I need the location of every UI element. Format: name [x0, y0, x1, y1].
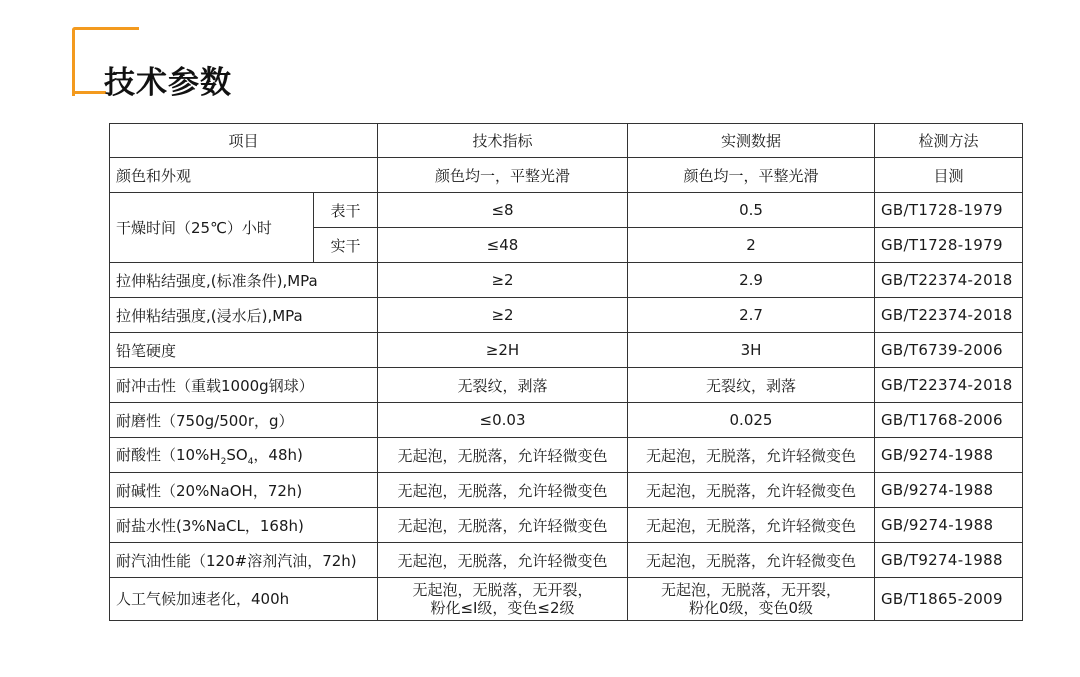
- table-row: [110, 193, 1023, 228]
- cell-item: 耐盐水性(3%NaCL，168h): [110, 508, 378, 543]
- acid-label-part: SO: [226, 445, 248, 464]
- cell-measured: 2.9: [628, 263, 875, 298]
- cell-method: GB/T6739-2006: [875, 333, 1023, 368]
- cell-method: GB/T1728-1979: [875, 193, 1023, 228]
- header-measured: 实测数据: [628, 124, 875, 158]
- cell-index-line: 无起泡，无脱落，无开裂，: [412, 581, 593, 599]
- cell-item: 耐汽油性能（120#溶剂汽油，72h): [110, 543, 378, 578]
- cell-method: GB/T9274-1988: [875, 543, 1023, 578]
- table-row: [110, 508, 1023, 543]
- cell-index: ≤48: [378, 228, 628, 263]
- cell-measured: 无起泡，无脱落，允许轻微变色: [628, 473, 875, 508]
- cell-item: 耐磨性（750g/500r，g）: [110, 403, 378, 438]
- cell-index: 无起泡，无脱落，允许轻微变色: [378, 508, 628, 543]
- table-row: [110, 438, 1023, 473]
- title-block: [72, 27, 272, 101]
- page-title: 技术参数: [104, 65, 232, 101]
- table-row: [110, 158, 1023, 193]
- table-row: [110, 403, 1023, 438]
- cell-index-multiline: [378, 578, 628, 621]
- cell-measured-line: 无起泡，无脱落，无开裂，: [660, 581, 841, 599]
- header-index: 技术指标: [378, 124, 628, 158]
- cell-measured-line: 粉化0级，变色0级: [688, 599, 814, 617]
- cell-method: GB/T22374-2018: [875, 298, 1023, 333]
- cell-method: GB/T22374-2018: [875, 263, 1023, 298]
- cell-method: GB/T1865-2009: [875, 578, 1023, 621]
- cell-index: ≤8: [378, 193, 628, 228]
- header-item: 项目: [110, 124, 378, 158]
- cell-index: ≥2: [378, 298, 628, 333]
- cell-measured: 0.025: [628, 403, 875, 438]
- cell-method: GB/9274-1988: [875, 473, 1023, 508]
- cell-measured: 2: [628, 228, 875, 263]
- cell-method: 目测: [875, 158, 1023, 193]
- cell-measured: 无起泡，无脱落，允许轻微变色: [628, 438, 875, 473]
- cell-measured: 0.5: [628, 193, 875, 228]
- title-bracket-foot: [72, 91, 106, 94]
- cell-item: 铅笔硬度: [110, 333, 378, 368]
- cell-index: 无起泡，无脱落，允许轻微变色: [378, 473, 628, 508]
- cell-method: GB/9274-1988: [875, 438, 1023, 473]
- header-method: 检测方法: [875, 124, 1023, 158]
- cell-item: 人工气候加速老化，400h: [110, 578, 378, 621]
- cell-method: GB/T1728-1979: [875, 228, 1023, 263]
- cell-method: GB/T1768-2006: [875, 403, 1023, 438]
- cell-measured: 无起泡，无脱落，允许轻微变色: [628, 543, 875, 578]
- cell-measured: 2.7: [628, 298, 875, 333]
- cell-item: 拉伸粘结强度,(浸水后),MPa: [110, 298, 378, 333]
- cell-index: 无裂纹，剥落: [378, 368, 628, 403]
- acid-sub-2: 2: [220, 456, 227, 467]
- cell-subitem: 实干: [314, 228, 378, 263]
- table-row: [110, 473, 1023, 508]
- cell-item: 耐冲击性（重载1000g钢球）: [110, 368, 378, 403]
- cell-item: 颜色和外观: [110, 158, 378, 193]
- table-row: [110, 578, 1023, 621]
- cell-index: ≥2H: [378, 333, 628, 368]
- table-row: [110, 298, 1023, 333]
- table-row: [110, 543, 1023, 578]
- table-row: [110, 368, 1023, 403]
- cell-index: 无起泡，无脱落，允许轻微变色: [378, 438, 628, 473]
- cell-measured: 3H: [628, 333, 875, 368]
- cell-subitem: 表干: [314, 193, 378, 228]
- table-row: [110, 263, 1023, 298]
- table-header-row: [110, 124, 1023, 158]
- cell-item: 耐碱性（20%NaOH，72h): [110, 473, 378, 508]
- cell-item: 拉伸粘结强度,(标准条件),MPa: [110, 263, 378, 298]
- acid-label-part: 耐酸性（10%H: [116, 445, 221, 464]
- cell-item: 干燥时间（25℃）小时: [110, 193, 314, 263]
- cell-method: GB/9274-1988: [875, 508, 1023, 543]
- cell-measured: 颜色均一，平整光滑: [628, 158, 875, 193]
- cell-index: 颜色均一，平整光滑: [378, 158, 628, 193]
- cell-index: 无起泡，无脱落，允许轻微变色: [378, 543, 628, 578]
- cell-measured: 无裂纹，剥落: [628, 368, 875, 403]
- cell-index-line: 粉化≤Ⅰ级，变色≤2级: [430, 599, 575, 617]
- cell-index: ≤0.03: [378, 403, 628, 438]
- cell-measured: 无起泡，无脱落，允许轻微变色: [628, 508, 875, 543]
- acid-label-part: ，48h): [253, 445, 303, 464]
- cell-item-acid: [110, 438, 378, 473]
- cell-index: ≥2: [378, 263, 628, 298]
- table-row: [110, 333, 1023, 368]
- acid-sub-4: 4: [247, 456, 254, 467]
- cell-measured-multiline: [628, 578, 875, 621]
- spec-table: [109, 123, 1023, 621]
- cell-method: GB/T22374-2018: [875, 368, 1023, 403]
